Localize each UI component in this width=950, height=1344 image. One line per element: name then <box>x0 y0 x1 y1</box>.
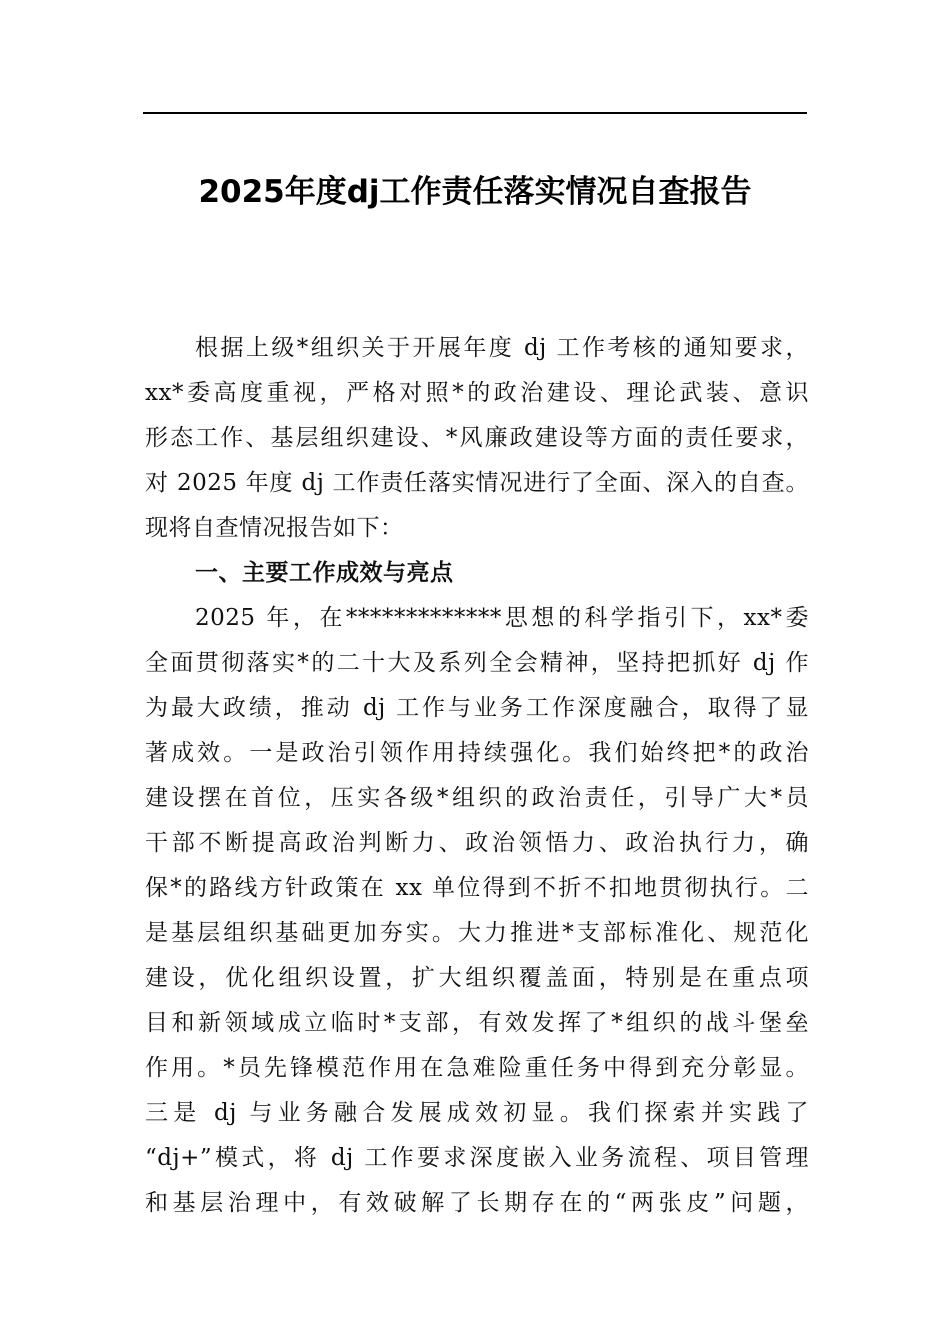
section-1-heading: 一、主要工作成效与亮点 <box>195 560 454 586</box>
paragraph-2-line-3: 为最大政绩，推动 dj 工作与业务工作深度融合，取得了显 <box>145 695 809 721</box>
paragraph-2-line-14: 和基层治理中，有效破解了长期存在的“两张皮”问题， <box>145 1190 809 1216</box>
paragraph-2-line-7: 保*的路线方针政策在 xx 单位得到不折不扣地贯彻执行。二 <box>145 875 809 901</box>
paragraph-1-line-1: 根据上级*组织关于开展年度 dj 工作考核的通知要求， <box>195 335 809 361</box>
paragraph-2-line-4: 著成效。一是政治引领作用持续强化。我们始终把*的政治 <box>145 740 809 766</box>
paragraph-1-line-3: 形态工作、基层组织建设、*风廉政建设等方面的责任要求， <box>145 425 809 451</box>
paragraph-2-line-9: 建设，优化组织设置，扩大组织覆盖面，特别是在重点项 <box>145 965 809 991</box>
paragraph-1-line-2: xx*委高度重视，严格对照*的政治建设、理论武装、意识 <box>145 380 809 406</box>
header-rule <box>143 112 807 114</box>
paragraph-2-line-5: 建设摆在首位，压实各级*组织的政治责任，引导广大*员 <box>145 785 809 811</box>
paragraph-1-line-5: 现将自查情况报告如下： <box>145 515 404 541</box>
paragraph-2-line-6: 干部不断提高政治判断力、政治领悟力、政治执行力，确 <box>145 830 809 856</box>
document-body <box>145 326 809 1226</box>
paragraph-2-line-8: 是基层组织基础更加夯实。大力推进*支部标准化、规范化 <box>145 920 809 946</box>
paragraph-1-line-4: 对 2025 年度 dj 工作责任落实情况进行了全面、深入的自查。 <box>145 470 809 496</box>
paragraph-2-line-1: 2025 年，在*************思想的科学指引下，xx*委 <box>195 605 809 631</box>
paragraph-2-line-13: “dj+”模式，将 dj 工作要求深度嵌入业务流程、项目管理 <box>145 1145 809 1171</box>
paragraph-2-line-11: 作用。*员先锋模范作用在急难险重任务中得到充分彰显。 <box>145 1055 809 1081</box>
paragraph-2-line-2: 全面贯彻落实*的二十大及系列全会精神，坚持把抓好 dj 作 <box>145 650 809 676</box>
document-title: 2025年度dj工作责任落实情况自查报告 <box>198 174 752 210</box>
paragraph-2-line-12: 三是 dj 与业务融合发展成效初显。我们探索并实践了 <box>145 1100 809 1126</box>
paragraph-2-line-10: 目和新领域成立临时*支部，有效发挥了*组织的战斗堡垒 <box>145 1010 809 1036</box>
